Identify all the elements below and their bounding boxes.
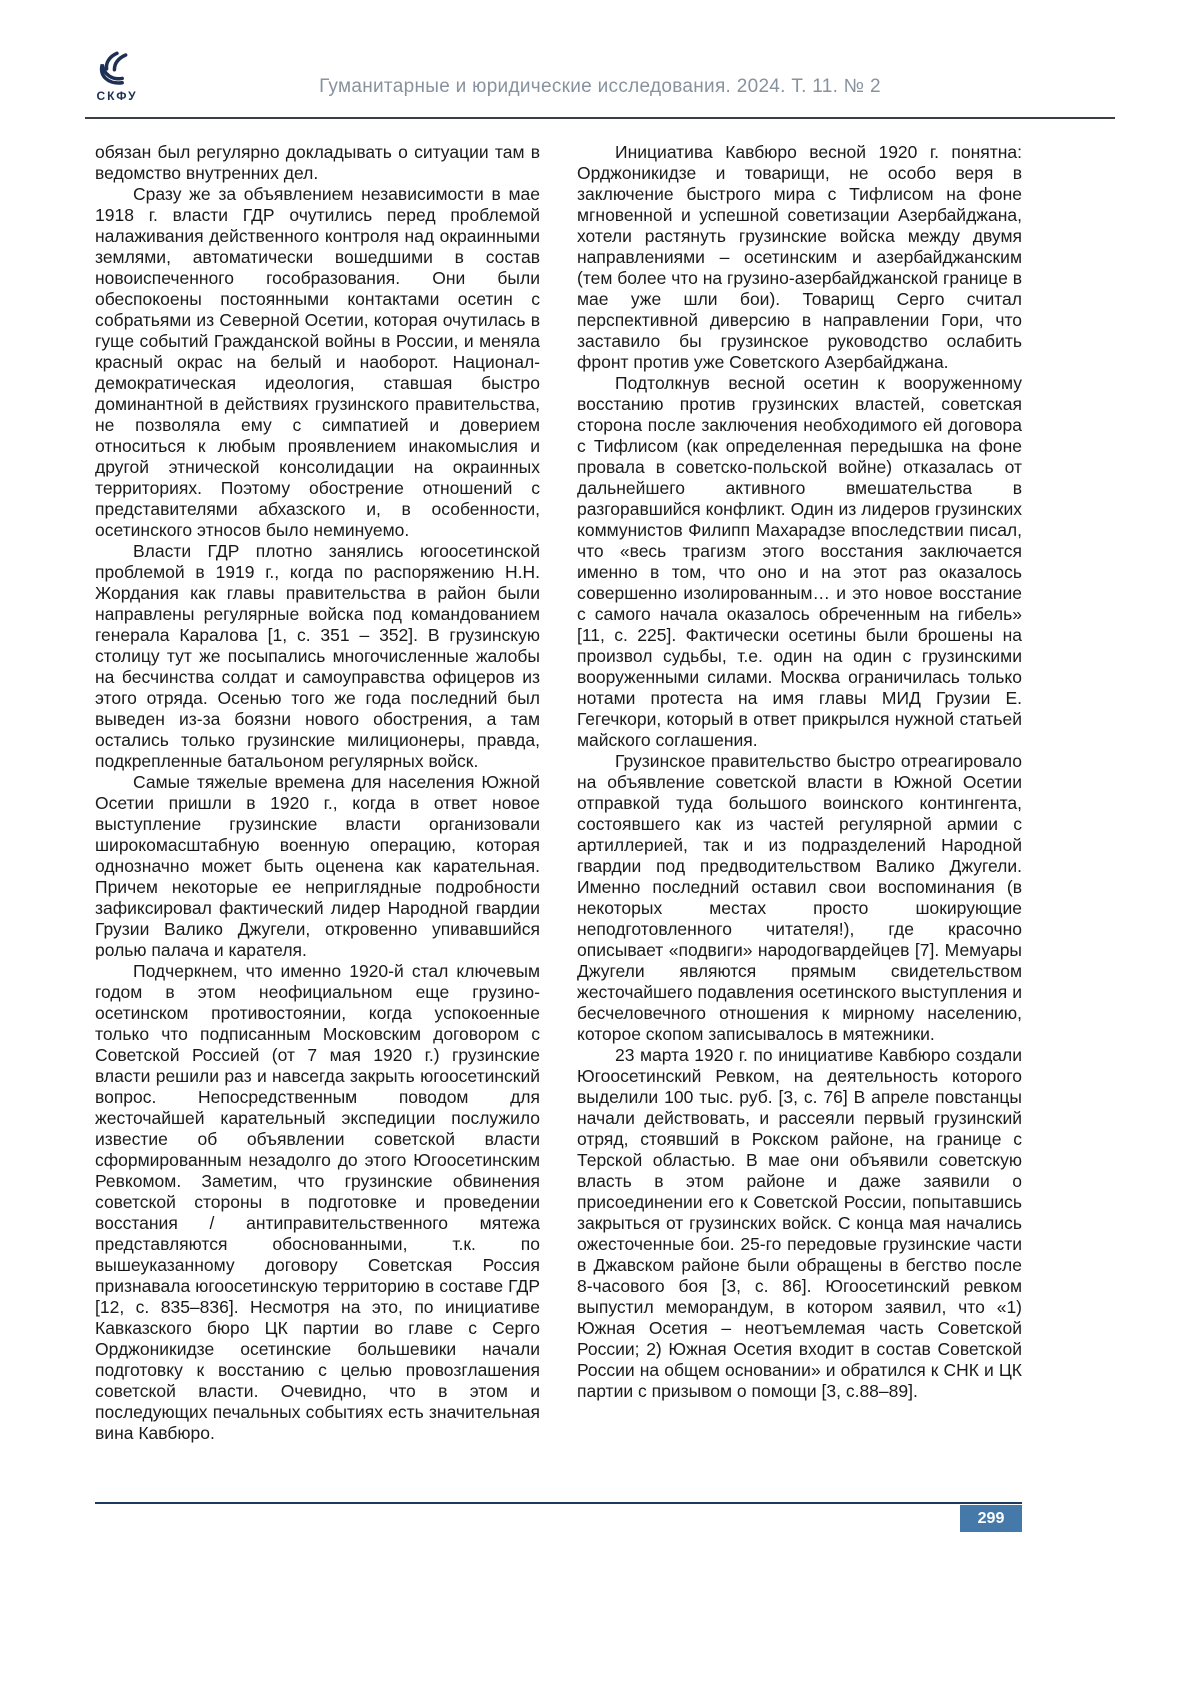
paragraph: Власти ГДР плотно занялись югоосетинской проблемой в 1919 г., когда по распоряжению Н.Н. Жордания как главы правительства в район были направлены регулярные войска под командованием генерала Каралова [1, с. 351 – 352]. В грузинскую столицу тут же посыпались многочисленные жалобы на бесчинства солдат и самоуправства офицеров из этого отряда. Осенью того же года последний был выведен из-за боязни нового обострения, а там остались только грузинские милиционеры, правда, подкрепленные батальоном регулярных войск. (95, 541, 540, 771)
paragraph: 23 марта 1920 г. по инициативе Кавбюро создали Югоосетинский Ревком, на деятельность которого выделили 100 тыс. руб. [3, с. 76] В апреле повстанцы начали действовать, и рассеяли первый грузинский отряд, стоявший в Рокском районе, на границе с Терской областью. В мае они объявили советскую власть в этом районе и даже заявили о присоединении его к Советской России, попытавшись закрыться от грузинских войск. С конца мая начались ожесточенные бои. 25-го передовые грузинские части в Джавском районе были обращены в бегство после 8-часового боя [3, с. 86]. Югоосетинский ревком выпустил меморандум, в котором заявил, что «1) Южная Осетия – неотъемлемая часть Советской России; 2) Южная Осетия входит в состав Советской России на общем основании» и обратился к СНК и ЦК партии с призывом о помощи [3, с.88–89]. (577, 1045, 1022, 1401)
paragraph: Грузинское правительство быстро отреагировало на объявление советской власти в Южной Осетии отправкой туда большого воинского контингента, состоявшего как из частей регулярной армии с артиллерией, так и из подразделений Народной гвардии под предводительством Валико Джугели. Именно последний оставил свои воспоминания (в некоторых местах просто шокирующие неподготовленного читателя!), где красочно описывает «подвиги» народогвардейцев [7]. Мемуары Джугели являются прямым свидетельством жесточайшего подавления осетинского выступления и бесчеловечного отношения к мирному населению, которое скопом записывалось в мятежники. (577, 751, 1022, 1044)
footer-divider (95, 1502, 1022, 1504)
paragraph: Самые тяжелые времена для населения Южной Осетии пришли в 1920 г., когда в ответ новое выступление грузинские власти организовали широкомасштабную военную операцию, которая однозначно может быть оценена как карательная. Причем некоторые ее неприглядные подробности зафиксировал фактический лидер Народной гвардии Грузии Валико Джугели, откровенно упивавшийся ролью палача и карателя. (95, 772, 540, 960)
page-header (85, 48, 1115, 114)
left-column (95, 142, 540, 1444)
article-body (95, 142, 1022, 1444)
page-number-badge: 299 (960, 1505, 1022, 1532)
paragraph: Инициатива Кавбюро весной 1920 г. понятна: Орджоникидзе и товарищи, не особо веря в заключение быстрого мира с Тифлисом на фоне мгновенной и успешной советизации Азербайджана, хотели растянуть грузинские войска между двумя направлениями – осетинским и азербайджанским (тем более что на грузино-азербайджанской границе в мае уже шли бои). Товарищ Серго считал перспективной диверсию в направлении Гори, что заставило бы грузинское руководство ослабить фронт против уже Советского Азербайджана. (577, 142, 1022, 372)
skfu-logo-text: СКФУ (96, 89, 138, 103)
paragraph: Сразу же за объявлением независимости в мае 1918 г. власти ГДР очутились перед проблемой налаживания действенного контроля над окраинными землями, автоматически вошедшими в состав новоиспеченного гособразования. Они были обеспокоены постоянными контактами осетин с собратьями из Северной Осетии, которая очутилась в гуще событий Гражданской войны в России, и меняла красный окрас на белый и наоборот. Национал-демократическая идеология, ставшая быстро доминантной в действиях грузинского правительства, не позволяла ему с симпатией и доверием относиться к любым проявлением инакомыслия и другой этнической консолидации на окраинных территориях. Поэтому обострение отношений с представителями абхазского и, в особенности, осетинского этносов было неминуемо. (95, 184, 540, 540)
right-column (577, 142, 1022, 1444)
header-divider (85, 117, 1115, 119)
paragraph: Подчеркнем, что именно 1920-й стал ключевым годом в этом неофициальном еще грузино-осетинском противостоянии, когда успокоенные только что подписанным Московским договором с Советской Россией (от 7 мая 1920 г.) грузинские власти решили раз и навсегда закрыть югоосетинский вопрос. Непосредственным поводом для жесточайшей карательный экспедиции послужило известие об объявлении советской власти сформированным незадолго до этого Югоосетинским Ревкомом. Заметим, что грузинские обвинения советской стороны в подготовке и проведении восстания / антиправительственного мятежа представляются обоснованными, т.к. по вышеуказанному договору Советская Россия признавала югоосетинскую территорию в составе ГДР [12, с. 835–836]. Несмотря на это, по инициативе Кавказского бюро ЦК партии во главе с Серго Орджоникидзе осетинские большевики начали подготовку к восстанию с целью провозглашения советской власти. Очевидно, что в этом и последующих печальных событиях есть значительная вина Кавбюро. (95, 961, 540, 1443)
paragraph: обязан был регулярно докладывать о ситуации там в ведомство внутренних дел. (95, 142, 540, 183)
paragraph: Подтолкнув весной осетин к вооруженному восстанию против грузинских властей, советская сторона после заключения необходимого ей договора с Тифлисом (как определенная передышка на фоне провала в советско-польской войне) отказалась от дальнейшего активного вмешательства в разгоравшийся конфликт. Один из лидеров грузинских коммунистов Филипп Махарадзе впоследствии писал, что «весь трагизм этого восстания заключается именно в том, что оно и на этот раз оказалось совершенно изолированным… и это новое восстание с самого начала оказалось обреченным на гибель» [11, с. 225]. Фактически осетины были брошены на произвол судьбы, т.е. один на один с грузинскими вооруженными силами. Москва ограничилась только нотами протеста на имя главы МИД Грузии Е. Гегечкори, который в ответ прикрылся нужной статьей майского соглашения. (577, 373, 1022, 750)
journal-title: Гуманитарные и юридические исследования. 2024. Т. 11. № 2 (319, 76, 881, 97)
